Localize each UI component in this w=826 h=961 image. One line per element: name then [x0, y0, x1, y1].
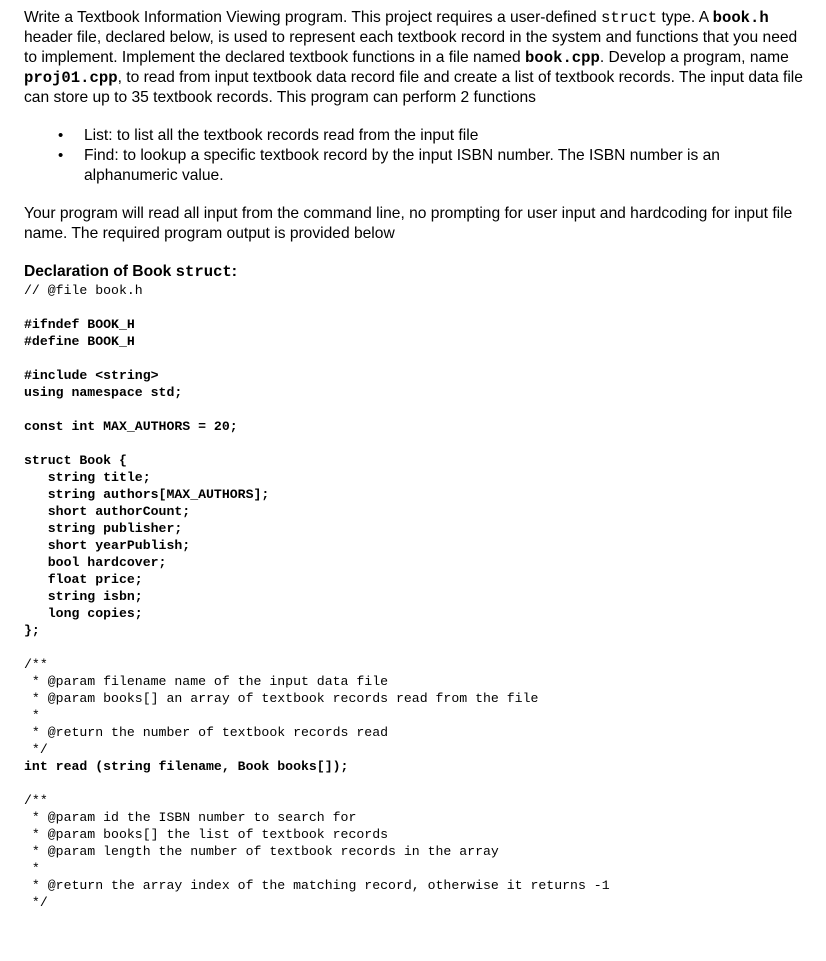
- search-doc-comment: * @return the array index of the matching record, otherwise it returns -1: [24, 878, 610, 893]
- function-find-text: Find: to lookup a specific textbook record by the input ISBN number. The ISBN number is an alphanumeric value.: [84, 147, 720, 184]
- struct-member: short yearPublish;: [24, 538, 191, 553]
- search-doc-comment: */: [24, 895, 48, 910]
- struct-close-line: };: [24, 623, 40, 638]
- search-doc-comment: * @param id the ISBN number to search for: [24, 810, 357, 825]
- search-doc-comment: * @param length the number of textbook records in the array: [24, 844, 499, 859]
- book-cpp-filename: book.cpp: [525, 49, 600, 67]
- struct-member: float price;: [24, 572, 143, 587]
- intro-text-3: header file, declared below, is used to represent each textbook record in the system and functions that you need to implement. Implement the declared textbook functions in a file named: [24, 29, 798, 66]
- command-line-paragraph: Your program will read all input from the command line, no prompting for user input and hardcoding for input file name. The required program output is provided below: [24, 205, 793, 242]
- read-doc-comment: * @return the number of textbook records read: [24, 725, 389, 740]
- declaration-struct-keyword: struct: [175, 263, 232, 281]
- ifndef-line: #ifndef BOOK_H: [24, 317, 135, 332]
- read-doc-comment: */: [24, 742, 48, 757]
- read-signature: int read (string filename, Book books[]);: [24, 759, 349, 774]
- bullet-icon: •: [58, 147, 64, 164]
- function-list: [24, 126, 804, 186]
- read-doc-comment: * @param books[] an array of textbook records read from the file: [24, 691, 539, 706]
- declaration-heading: [24, 262, 804, 282]
- intro-text-4: . Develop a program, name: [599, 49, 789, 66]
- intro-text-1: Write a Textbook Information Viewing program. This project requires a user-defined: [24, 9, 601, 26]
- code-listing: [24, 282, 804, 911]
- struct-member: bool hardcover;: [24, 555, 167, 570]
- struct-member: string authors[MAX_AUTHORS];: [24, 487, 270, 502]
- book-h-filename: book.h: [712, 9, 769, 27]
- struct-member: short authorCount;: [24, 504, 191, 519]
- struct-member: string title;: [24, 470, 151, 485]
- search-doc-comment: /**: [24, 793, 48, 808]
- bullet-icon: •: [58, 127, 64, 144]
- read-doc-comment: *: [24, 708, 40, 723]
- intro-text-5: , to read from input textbook data record file and create a list of textbook records. The input data file can store up to 35 textbook records. This program can perform 2 functions: [24, 69, 803, 106]
- read-doc-comment: /**: [24, 657, 48, 672]
- read-doc-comment: * @param filename name of the input data file: [24, 674, 389, 689]
- declaration-heading-text: Declaration of Book: [24, 263, 176, 280]
- using-line: using namespace std;: [24, 385, 183, 400]
- proj-cpp-filename: proj01.cpp: [24, 69, 118, 87]
- search-doc-comment: * @param books[] the list of textbook records: [24, 827, 389, 842]
- declaration-colon: :: [231, 263, 237, 280]
- intro-text-2: type. A: [657, 9, 713, 26]
- list-item: [24, 126, 804, 146]
- struct-keyword: struct: [600, 9, 658, 27]
- function-list-text: List: to list all the textbook records read from the input file: [84, 127, 479, 144]
- struct-member: string publisher;: [24, 521, 183, 536]
- const-line: const int MAX_AUTHORS = 20;: [24, 419, 238, 434]
- struct-member: string isbn;: [24, 589, 143, 604]
- document-page: [24, 8, 804, 911]
- list-item: [24, 146, 804, 186]
- struct-open-line: struct Book {: [24, 453, 127, 468]
- struct-member: long copies;: [24, 606, 143, 621]
- define-line: #define BOOK_H: [24, 334, 135, 349]
- search-doc-comment: *: [24, 861, 40, 876]
- file-comment: // @file book.h: [24, 283, 143, 298]
- intro-paragraph: [24, 8, 804, 108]
- include-line: #include <string>: [24, 368, 159, 383]
